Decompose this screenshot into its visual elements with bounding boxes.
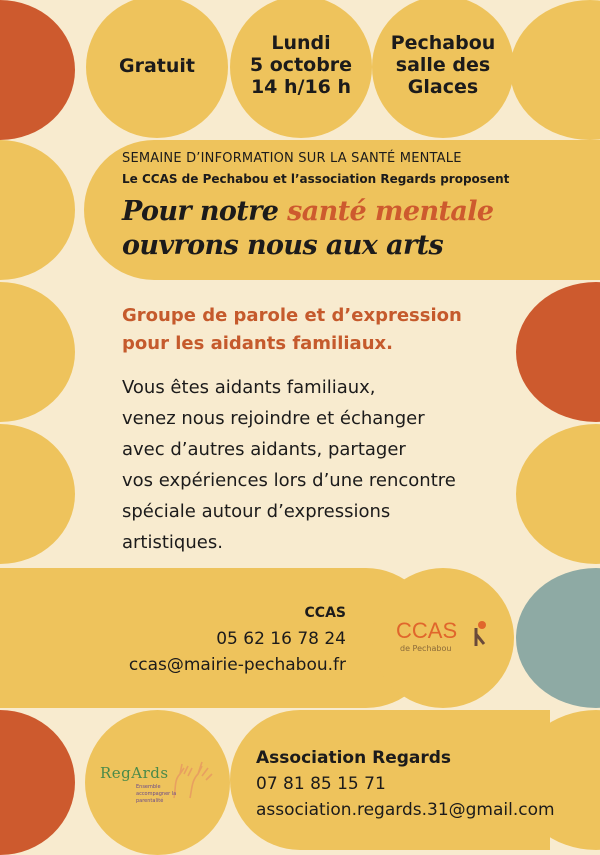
date-date: 5 octobre — [249, 54, 353, 76]
regards-name: Association Regards — [256, 748, 452, 768]
body-line: vos expériences lors d’une rencontre — [122, 470, 456, 491]
decor-circle-top-right — [510, 0, 600, 140]
regards-logo-text: RegArds — [100, 764, 169, 782]
regards-logo — [98, 760, 218, 810]
place-room-1: salle des — [395, 54, 491, 76]
body-line: avec d’autres aidants, partager — [122, 439, 406, 460]
header-kicker: SEMAINE D’INFORMATION SUR LA SANTÉ MENTALE — [122, 151, 462, 166]
ccas-logo — [396, 618, 496, 662]
subtitle — [122, 302, 462, 358]
place-room-2: Glaces — [407, 76, 479, 98]
decor-circle-left-4 — [0, 424, 75, 564]
header-title — [122, 195, 494, 263]
regards-logo-sub: Ensemble accompagner la parentalité — [136, 784, 177, 804]
body-text — [122, 372, 456, 558]
decor-circle-left-3 — [0, 282, 75, 422]
ccas-logo-sub: de Pechabou — [400, 644, 452, 653]
ccas-name: CCAS — [304, 605, 346, 621]
regards-email: association.regards.31@gmail.com — [256, 800, 555, 820]
decor-circle-bottom-left — [0, 710, 75, 855]
date-day: Lundi — [271, 32, 331, 54]
subtitle-line-1: Groupe de parole et d’expression — [122, 305, 462, 326]
title-highlight: santé mentale — [287, 196, 494, 227]
title-part-1: Pour notre — [122, 196, 288, 227]
decor-circle-left-2 — [0, 140, 75, 280]
decor-circle-right-yellow — [516, 424, 600, 564]
date-time: 14 h/16 h — [250, 76, 352, 98]
body-line: artistiques. — [122, 532, 223, 553]
title-line-1 — [122, 195, 494, 229]
body-line: venez nous rejoindre et échanger — [122, 408, 425, 429]
decor-circle-top-left — [0, 0, 75, 140]
title-line-2: ouvrons nous aux arts — [122, 230, 444, 261]
regards-contact — [256, 745, 555, 823]
header-organizers: Le CCAS de Pechabou et l’association Regards proposent — [122, 172, 510, 186]
decor-circle-right-orange — [516, 282, 600, 422]
decor-circle-right-teal — [516, 568, 600, 708]
date-label — [230, 32, 372, 98]
place-town: Pechabou — [390, 32, 496, 54]
body-line: Vous êtes aidants familiaux, — [122, 377, 376, 398]
ccas-phone: 05 62 16 78 24 — [216, 629, 346, 649]
price-label: Gratuit — [119, 55, 195, 77]
ccas-email: ccas@mairie-pechabou.fr — [128, 655, 346, 675]
regards-phone: 07 81 85 15 71 — [256, 774, 386, 794]
body-line: spéciale autour d’expressions — [122, 501, 391, 522]
ccas-contact — [100, 600, 346, 678]
ccas-person-icon — [472, 620, 490, 648]
subtitle-line-2: pour les aidants familiaux. — [122, 333, 393, 354]
ccas-logo-text: CCAS — [396, 618, 458, 643]
place-label — [372, 32, 514, 98]
